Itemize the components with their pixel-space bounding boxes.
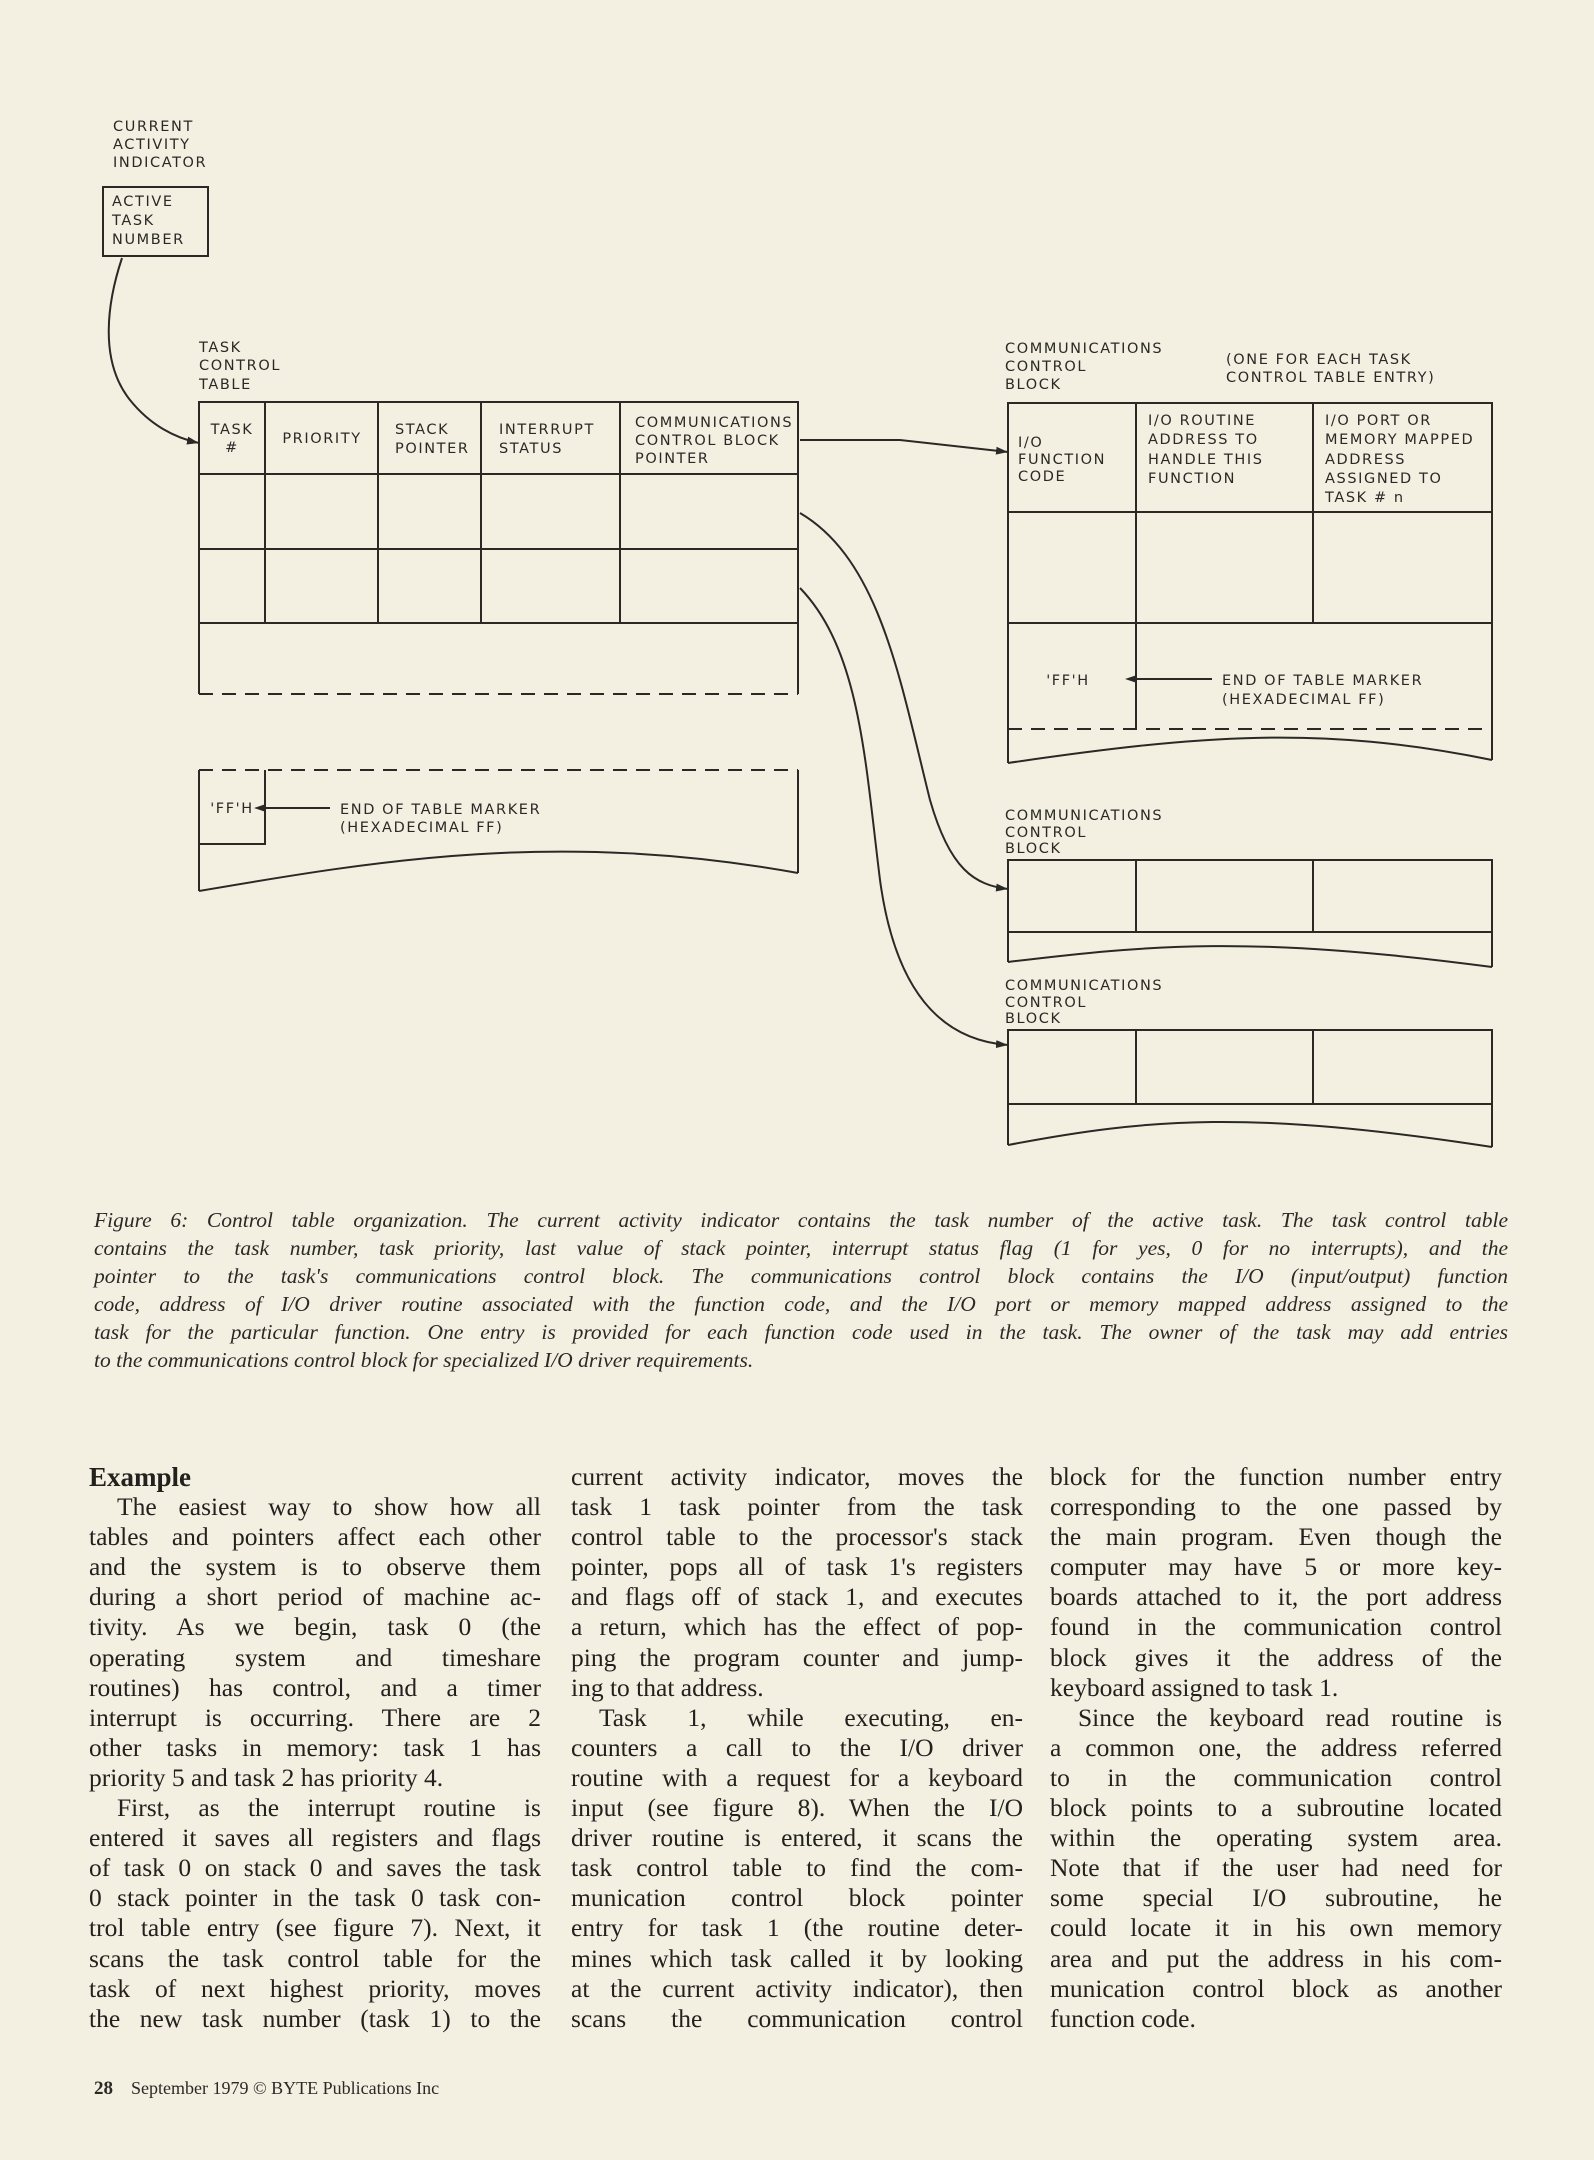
text-line: boards attached to it, the port address	[1050, 1582, 1502, 1612]
text-line: area and put the address in his com-	[1050, 1943, 1502, 1973]
current-activity-label	[113, 119, 207, 171]
text-line: the main program. Even though the	[1050, 1522, 1502, 1552]
body-column-2	[571, 1462, 1023, 2034]
text-line: during a short period of machine ac-	[89, 1582, 541, 1612]
label-line: CONTROL	[199, 358, 282, 374]
header-interrupt-status: INTERRUPT	[499, 422, 595, 438]
header-routine-address: HANDLE THIS	[1148, 452, 1264, 468]
text-line: a return, which has the effect of pop-	[571, 1612, 1023, 1642]
text-line: Task 1, while executing, en-	[599, 1702, 1023, 1732]
text-line: ping the program counter and jump-	[571, 1642, 1023, 1672]
header-task: #	[225, 440, 239, 456]
label-line: TASK	[199, 340, 242, 356]
tct-end-label: END OF TABLE MARKER	[340, 802, 542, 818]
header-ccb-pointer: POINTER	[635, 451, 710, 467]
text-line: trol table entry (see figure 7). Next, it	[89, 1913, 541, 1943]
label-line: COMMUNICATIONS	[1005, 978, 1164, 994]
text-line: block for the function number entry	[1050, 1462, 1502, 1491]
text-line: munication control block pointer	[571, 1883, 1023, 1913]
active-task-text: NUMBER	[112, 232, 185, 248]
label-line: CONTROL	[1005, 359, 1088, 375]
header-routine-address: FUNCTION	[1148, 471, 1237, 487]
caption-line: pointer to the task's communications control block. The communications control block contains the I/O (input/output) function	[94, 1264, 1508, 1288]
header-function-code: CODE	[1018, 469, 1067, 485]
ccb-note: (ONE FOR EACH TASK	[1226, 352, 1412, 368]
ccb-3-label	[1005, 978, 1163, 1027]
text-line: current activity indicator, moves the	[571, 1462, 1023, 1491]
text-line: found in the communication control	[1050, 1612, 1502, 1642]
text-line: mines which task called it by looking	[571, 1943, 1023, 1973]
text-line: could locate it in his own memory	[1050, 1913, 1502, 1943]
text-line: of task 0 on stack 0 and saves the task	[89, 1853, 541, 1883]
text-line: interrupt is occurring. There are 2	[89, 1702, 541, 1732]
label-line: CONTROL	[1005, 995, 1088, 1011]
ccb-2-label	[1005, 808, 1163, 857]
page-number: 28	[94, 2078, 113, 2099]
pointer-arrow-to-ccb-1	[800, 440, 1008, 452]
text-line: at the current activity indicator), then	[571, 1973, 1023, 2003]
header-port-address: I/O PORT OR	[1325, 413, 1432, 429]
text-line: routines) has control, and a timer	[89, 1672, 541, 1702]
figure-caption	[94, 1206, 1508, 1374]
communications-control-block-3	[1008, 1030, 1492, 1147]
label-line: TABLE	[199, 377, 252, 393]
text-line: The easiest way to show how all	[117, 1492, 541, 1522]
task-control-table-label	[198, 340, 281, 393]
header-stack-pointer: POINTER	[395, 441, 470, 457]
text-line: ing to that address.	[571, 1672, 764, 1702]
text-line: routine with a request for a keyboard	[571, 1762, 1023, 1792]
caption-line: Figure 6: Control table organization. The current activity indicator contains the task number of the active task. The task control table	[94, 1208, 1508, 1232]
text-line: task 1 task pointer from the task	[571, 1492, 1023, 1522]
page-footer	[94, 2078, 439, 2100]
header-task: TASK	[210, 422, 254, 438]
tct-end-label: (HEXADECIMAL FF)	[340, 820, 504, 836]
label-line: CONTROL	[1005, 825, 1088, 841]
text-line: function code.	[1050, 2003, 1196, 2033]
body-column-3	[1050, 1462, 1502, 2034]
text-line: pointer, pops all of task 1's registers	[571, 1552, 1023, 1582]
header-function-code: FUNCTION	[1018, 452, 1107, 468]
ccb-note: CONTROL TABLE ENTRY)	[1226, 370, 1436, 386]
header-stack-pointer: STACK	[395, 422, 450, 438]
header-function-code: I/O	[1018, 435, 1044, 451]
text-line: a common one, the address referred	[1050, 1732, 1502, 1762]
text-line: Since the keyboard read routine is	[1078, 1702, 1502, 1732]
footer-text: September 1979 © BYTE Publications Inc	[131, 2078, 440, 2098]
text-line: control table to the processor's stack	[571, 1522, 1023, 1552]
section-heading: Example	[89, 1462, 192, 1492]
label-line: ACTIVITY	[113, 137, 191, 153]
text-line: 0 stack pointer in the task 0 task con-	[89, 1883, 541, 1913]
ccb-label	[1005, 341, 1163, 393]
header-ccb-pointer: CONTROL BLOCK	[635, 433, 780, 449]
text-line: task of next highest priority, moves	[89, 1973, 541, 2003]
pointer-arrow-to-ccb-2	[800, 513, 1008, 889]
header-priority: PRIORITY	[282, 431, 362, 447]
label-line: COMMUNICATIONS	[1005, 341, 1164, 357]
label-line: BLOCK	[1005, 841, 1062, 857]
label-line: COMMUNICATIONS	[1005, 808, 1164, 824]
text-line: driver routine is entered, it scans the	[571, 1823, 1023, 1853]
pointer-arrow-to-ccb-3	[800, 588, 1008, 1045]
header-routine-address: I/O ROUTINE	[1148, 413, 1257, 429]
text-line: scans the communication control	[571, 2003, 1023, 2033]
body-column-1	[89, 1462, 541, 2034]
communications-control-block-2	[1008, 860, 1492, 967]
ccb-end-label: END OF TABLE MARKER	[1222, 673, 1424, 689]
ccb-end-marker: 'FF'H	[1046, 673, 1090, 689]
text-line: input (see figure 8). When the I/O	[571, 1793, 1023, 1823]
text-line: to in the communication control	[1050, 1762, 1502, 1792]
header-port-address: ADDRESS	[1325, 452, 1407, 468]
text-line: entry for task 1 (the routine deter-	[571, 1913, 1023, 1943]
text-line: and the system is to observe them	[89, 1552, 541, 1582]
text-line: tables and pointers affect each other	[89, 1522, 541, 1552]
caption-line: contains the task number, task priority, last value of stack pointer, interrupt status flag (1 for yes, 0 for no interrupts), and the	[94, 1236, 1508, 1260]
active-task-text: ACTIVE	[112, 194, 174, 210]
text-line: munication control block as another	[1050, 1973, 1502, 2003]
text-line: operating system and timeshare	[89, 1642, 541, 1672]
ccb-end-label: (HEXADECIMAL FF)	[1222, 692, 1386, 708]
label-line: CURRENT	[113, 119, 194, 135]
text-line: other tasks in memory: task 1 has	[89, 1732, 541, 1762]
header-port-address: TASK # n	[1325, 490, 1405, 506]
text-line: within the operating system area.	[1050, 1823, 1502, 1853]
text-line: counters a call to the I/O driver	[571, 1732, 1023, 1762]
text-line: tivity. As we begin, task 0 (the	[89, 1612, 541, 1642]
text-line: priority 5 and task 2 has priority 4.	[89, 1762, 444, 1792]
caption-line: code, address of I/O driver routine associated with the function code, and the I/O port or memory mapped address assigned to the	[94, 1292, 1508, 1316]
header-ccb-pointer: COMMUNICATIONS	[635, 415, 794, 431]
label-line: BLOCK	[1005, 1011, 1062, 1027]
text-line: corresponding to the one passed by	[1050, 1492, 1502, 1522]
text-line: some special I/O subroutine, he	[1050, 1883, 1502, 1913]
active-task-text: TASK	[112, 213, 155, 229]
text-line: task control table to find the com-	[571, 1853, 1023, 1883]
header-port-address: ASSIGNED TO	[1325, 471, 1443, 487]
text-line: entered it saves all registers and flags	[89, 1823, 541, 1853]
text-line: and flags off of stack 1, and executes	[571, 1582, 1023, 1612]
text-line: Note that if the user had need for	[1050, 1853, 1502, 1883]
text-line: the new task number (task 1) to the	[89, 2003, 541, 2033]
pointer-arrow-to-task-table	[109, 258, 199, 443]
text-line: block points to a subroutine located	[1050, 1793, 1502, 1823]
header-port-address: MEMORY MAPPED	[1325, 432, 1475, 448]
label-line: BLOCK	[1005, 377, 1062, 393]
header-interrupt-status: STATUS	[499, 441, 564, 457]
tct-end-marker: 'FF'H	[210, 801, 254, 817]
caption-line: task for the particular function. One entry is provided for each function code used in the task. The owner of the task may add entries	[94, 1320, 1508, 1344]
text-line: scans the task control table for the	[89, 1943, 541, 1973]
text-line: First, as the interrupt routine is	[117, 1793, 541, 1823]
text-line: block gives it the address of the	[1050, 1642, 1502, 1672]
label-line: INDICATOR	[113, 155, 208, 171]
text-line: computer may have 5 or more key-	[1050, 1552, 1502, 1582]
text-line: keyboard assigned to task 1.	[1050, 1672, 1339, 1702]
caption-line: to the communications control block for specialized I/O driver requirements.	[94, 1348, 754, 1372]
header-routine-address: ADDRESS TO	[1148, 432, 1259, 448]
